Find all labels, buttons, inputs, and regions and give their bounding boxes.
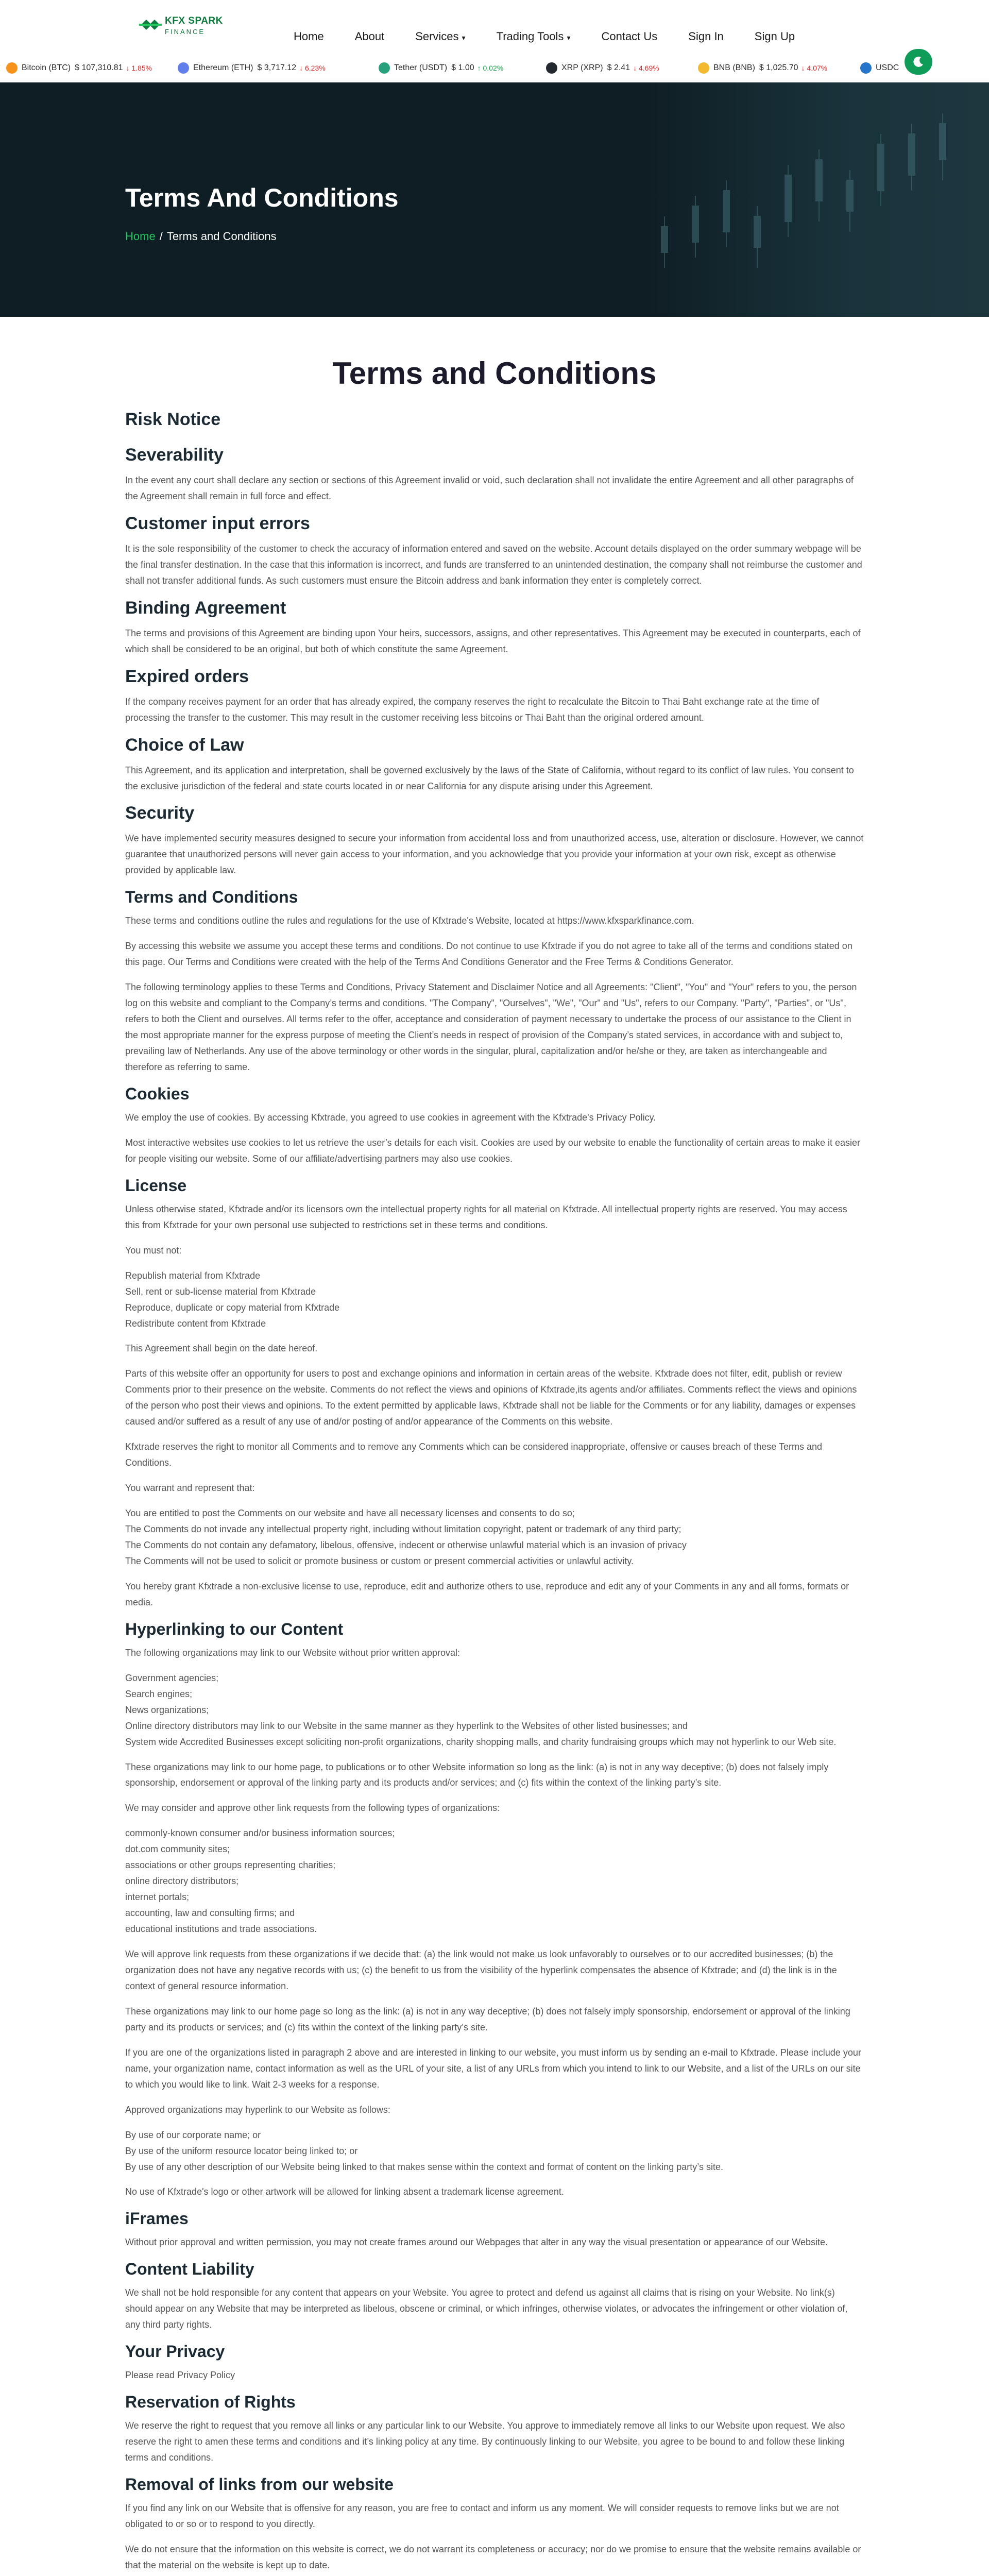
section-heading-iframes: iFrames xyxy=(125,2209,189,2228)
ticker-item-xrp[interactable]: XRP (XRP) $ 2.41 ↓ 4.69% xyxy=(546,61,659,75)
section-heading-privacy: Your Privacy xyxy=(125,2342,225,2361)
nav-sign-up[interactable]: Sign Up xyxy=(754,30,795,43)
section-text-input-errors: It is the sole responsibility of the customer to check the accuracy of information entered and saved on the website. Account details displayed on the order summary webpage will be the final transfer destination. In the case that this information is incorrect, and funds are transferred to an unintended destination, the company shall not reimburse the customer and shall not transfer additional funds. As such customers must ensure the Bitcoin address and bank information they enter is completely correct. xyxy=(125,543,862,586)
list-item: Republish material from Kfxtrade xyxy=(125,1270,261,1281)
list-item: internet portals; xyxy=(125,1892,190,1903)
risk-notice-heading: Risk Notice xyxy=(125,410,221,429)
ethereum-icon xyxy=(178,62,189,74)
section-text-license-5: You hereby grant Kfxtrade a non-exclusive license to use, reproduce, edit and authorize others to use, reproduce and edit any of your Comments in any and all forms, formats or media. xyxy=(125,1581,849,1607)
section-text-hyperlinking-6: If you are one of the organizations listed in paragraph 2 above and are interested in linking to our website, you must inform us by sending an e-mail to Kfxtrade. Please include your name, your organization name, contact information as well as the URL of your site, a list of any URLs from which you intend to link to our Website, and a list of the URLs on our site to which you would like to link. Wait 2-3 weeks for a response. xyxy=(125,2047,861,2090)
section-text-terms-1: These terms and conditions outline the rules and regulations for the use of Kfxtrade's Website, located at https://www.kfxsparkfinance.com. xyxy=(125,916,694,926)
chevron-down-icon: ▾ xyxy=(567,33,571,42)
usdc-icon xyxy=(860,62,872,74)
nav-services[interactable]: Services ▾ xyxy=(415,30,466,43)
section-text-privacy: Please read Privacy Policy xyxy=(125,2370,235,2381)
section-text-hyperlinking-1: The following organizations may link to our Website without prior written approval: xyxy=(125,1647,460,1658)
section-heading-binding: Binding Agreement xyxy=(125,598,286,618)
section-text-terms-2: By accessing this website we assume you accept these terms and conditions. Do not continue to use Kfxtrade if you do not agree to take all of the terms and conditions stated on this page. Our Terms and Conditions were created with the help of the Terms And Conditions Generator and the Free Terms & Conditions Generator. xyxy=(125,941,852,968)
section-text-license-1: Unless otherwise stated, Kfxtrade and/or its licensors own the intellectual property rights for all material on Kfxtrade. All intellectual property rights are reserved. You may access this from Kfxtrade for your own personal use subjected to restrictions set in these terms and conditions. xyxy=(125,1204,847,1230)
section-text-removal-1: If you find any link on our Website that is offensive for any reason, you are free to contact and inform us any moment. We will consider requests to remove links but we are not obligated to or so or to respond to you directly. xyxy=(125,2503,839,2530)
breadcrumb-current: Terms and Conditions xyxy=(166,230,277,243)
breadcrumb-home-link[interactable]: Home xyxy=(125,230,156,243)
xrp-icon xyxy=(546,62,557,74)
nav-sign-in[interactable]: Sign In xyxy=(688,30,724,43)
nav-contact[interactable]: Contact Us xyxy=(601,30,658,43)
nav-trading-tools[interactable]: Trading Tools ▾ xyxy=(496,30,571,43)
ticker-item-btc[interactable]: Bitcoin (BTC) $ 107,310.81 ↓ 1.85% xyxy=(6,61,152,75)
section-heading-terms: Terms and Conditions xyxy=(125,888,298,907)
section-text-severability: In the event any court shall declare any section or sections of this Agreement invalid or void, such declaration shall not invalidate the entire Agreement and all other paragraphs of the Agreement shall remain in full force and effect. xyxy=(125,475,854,501)
section-heading-expired: Expired orders xyxy=(125,666,249,686)
breadcrumb xyxy=(125,230,277,243)
ticker-item-usdc[interactable]: USDC xyxy=(860,61,903,75)
ticker-item-eth[interactable]: Ethereum (ETH) $ 3,717.12 ↓ 6.23% xyxy=(178,61,326,75)
section-heading-law: Choice of Law xyxy=(125,735,244,755)
section-text-content-liability: We shall not be hold responsible for any content that appears on your Website. You agree to protect and defend us against all claims that is rising on your Website. No link(s) should appear on any Website that may be interpreted as libelous, obscene or criminal, or which infringes, otherwise violates, or advocates the infringement or other violation of, any third party rights. xyxy=(125,2287,848,2330)
list-item: Online directory distributors may link to our Website in the same manner as they hyperlink to the Websites of other listed businesses; and xyxy=(125,1720,688,1731)
list-item: associations or other groups representing charities; xyxy=(125,1860,336,1871)
list-item: News organizations; xyxy=(125,1704,209,1715)
list-item: Search engines; xyxy=(125,1688,193,1699)
section-text-cookies-1: We employ the use of cookies. By accessing Kfxtrade, you agreed to use cookies in agreement with the Kfxtrade's Privacy Policy. xyxy=(125,1112,656,1123)
terms-content xyxy=(125,355,864,2576)
list-item: By use of any other description of our Website being linked to that makes sense within the context and format of content on the linking party’s site. xyxy=(125,2161,723,2172)
ticker-item-bnb[interactable]: BNB (BNB) $ 1,025.70 ↓ 4.07% xyxy=(698,61,827,75)
page-hero xyxy=(0,82,989,317)
bitcoin-icon xyxy=(6,62,18,74)
list-item: Government agencies; xyxy=(125,1672,219,1683)
section-text-license-4: Kfxtrade reserves the right to monitor all Comments and to remove any Comments which can be considered inappropriate, offensive or causes breach of these Terms and Conditions. xyxy=(125,1442,823,1468)
section-heading-cookies: Cookies xyxy=(125,1084,190,1103)
section-heading-reservation: Reservation of Rights xyxy=(125,2393,296,2412)
section-heading-removal: Removal of links from our website xyxy=(125,2475,394,2494)
section-heading-security: Security xyxy=(125,803,195,823)
tether-icon xyxy=(379,62,390,74)
chevron-down-icon: ▾ xyxy=(462,33,466,42)
section-text-binding: The terms and provisions of this Agreement are binding upon Your heirs, successors, assigns, and other representatives. This Agreement may be executed in counterparts, each of which shall be considered to be an original, but both of which constitute the same Agreement. xyxy=(125,628,861,654)
list-item: By use of the uniform resource locator being linked to; or xyxy=(125,2145,358,2156)
brand-logo-icon xyxy=(139,14,162,35)
moon-icon xyxy=(912,55,925,69)
section-heading-severability: Severability xyxy=(125,445,224,465)
section-text-license-2: This Agreement shall begin on the date hereof. xyxy=(125,1343,318,1354)
nav-home[interactable]: Home xyxy=(294,30,324,43)
section-text-iframes: Without prior approval and written permission, you may not create frames around our Webpages that alter in any way the visual presentation or appearance of our Website. xyxy=(125,2237,828,2248)
link-methods-list xyxy=(125,2127,864,2175)
crypto-ticker xyxy=(0,55,989,80)
list-item: The Comments will not be used to solicit or promote business or custom or present commercial activities or unlawful activity. xyxy=(125,1555,634,1566)
section-text-hyperlinking-7: Approved organizations may hyperlink to our Website as follows: xyxy=(125,2104,390,2115)
section-text-removal-2: We do not ensure that the information on this website is correct, we do not warrant its completeness or accuracy; nor do we promise to ensure that the website remains available or that the material on the website is kept up to date. xyxy=(125,2544,861,2570)
bnb-icon xyxy=(698,62,709,74)
section-text-security: We have implemented security measures designed to secure your information from accidental loss and from unauthorized access, use, alteration or disclosure. However, we cannot guarantee that unauthorized persons will never gain access to your information, and you acknowledge that you provide your information at your own risk, except as otherwise provided by applicable law. xyxy=(125,833,864,876)
approved-orgs-list xyxy=(125,1670,864,1750)
nav-about[interactable]: About xyxy=(354,30,385,43)
brand-name: KFX SPARK xyxy=(165,15,223,26)
list-item: dot.com community sites; xyxy=(125,1844,230,1855)
list-item: online directory distributors; xyxy=(125,1876,239,1887)
section-text-hyperlinking-8: No use of Kfxtrade's logo or other artwork will be allowed for linking absent a trademark license agreement. xyxy=(125,2187,564,2197)
brand-logo[interactable] xyxy=(139,11,247,40)
list-item: By use of our corporate name; or xyxy=(125,2129,261,2140)
brand-subname: FINANCE xyxy=(165,28,206,36)
section-heading-hyperlinking: Hyperlinking to our Content xyxy=(125,1619,344,1638)
section-text-hyperlinking-3: We may consider and approve other link requests from the following types of organizations: xyxy=(125,1803,500,1814)
section-text-hyperlinking-5: These organizations may link to our home page so long as the link: (a) is not in any way deceptive; (b) does not falsely imply sponsorship, endorsement or approval of the linking party and its products or services; and (c) fits within the context of the linking party’s site. xyxy=(125,2006,850,2032)
top-navbar xyxy=(0,0,989,44)
breadcrumb-separator: / xyxy=(159,230,163,243)
section-text-cookies-2: Most interactive websites use cookies to let us retrieve the user’s details for each visit. Cookies are used by our website to enable the functionality of certain areas to make it easier for people visiting our website. Some of our affiliate/advertising partners may also use cookies. xyxy=(125,1137,861,1164)
list-item: accounting, law and consulting firms; and xyxy=(125,1908,295,1919)
section-text-license-must-not: You must not: xyxy=(125,1245,182,1256)
section-text-hyperlinking-4: We will approve link requests from these organizations if we decide that: (a) the link would not make us look unfavorably to ourselves or to our accredited businesses; (b) the organization does not have any negative records with us; (c) the benefit to us from the visibility of the hyperlink compensates the absence of Kfxtrade; and (d) the link is in the context of general resource information. xyxy=(125,1949,837,1991)
list-item: commonly-known consumer and/or business information sources; xyxy=(125,1828,395,1839)
ticker-item-usdt[interactable]: Tether (USDT) $ 1.00 ↑ 0.02% xyxy=(379,61,503,75)
hero-title: Terms And Conditions xyxy=(125,183,399,212)
section-heading-content-liability: Content Liability xyxy=(125,2260,254,2279)
section-text-license-warrant: You warrant and represent that: xyxy=(125,1483,255,1494)
list-item: Redistribute content from Kfxtrade xyxy=(125,1318,266,1329)
other-orgs-list xyxy=(125,1825,864,1937)
candlestick-background-icon xyxy=(644,103,974,299)
section-heading-input-errors: Customer input errors xyxy=(125,513,310,533)
list-item: System wide Accredited Businesses except soliciting non-profit organizations, charity shopping malls, and charity fundraising groups which may not hyperlink to our Web site. xyxy=(125,1736,837,1747)
section-text-hyperlinking-2: These organizations may link to our home page, to publications or to other Website information so long as the link: (a) is not in any way deceptive; (b) does not falsely imply sponsorship, endorsement or approval of the linking party and its products and/or services; and (c) fits within the context of the linking party’s site. xyxy=(125,1761,829,1788)
list-item: Sell, rent or sub-license material from Kfxtrade xyxy=(125,1286,316,1297)
list-item: Reproduce, duplicate or copy material from Kfxtrade xyxy=(125,1302,340,1313)
warranty-list xyxy=(125,1505,864,1569)
section-text-expired: If the company receives payment for an order that has already expired, the company reserves the right to recalculate the Bitcoin to Thai Baht exchange rate at the time of processing the transfer to the customer. This may result in the customer receiving less bitcoins or Thai Baht than the original ordered amount. xyxy=(125,696,820,723)
list-item: You are entitled to post the Comments on our website and have all necessary licenses and consents to do so; xyxy=(125,1508,575,1519)
section-heading-license: License xyxy=(125,1176,187,1195)
dark-mode-toggle[interactable] xyxy=(905,49,932,75)
main-menu xyxy=(294,30,826,42)
list-item: The Comments do not invade any intellectual property right, including without limitation copyright, patent or trademark of any third party; xyxy=(125,1524,681,1535)
list-item: The Comments do not contain any defamatory, libelous, offensive, indecent or otherwise unlawful material which is an invasion of privacy xyxy=(125,1539,687,1550)
section-text-reservation: We reserve the right to request that you remove all links or any particular link to our Website. You approve to immediately remove all links to our Website upon request. We also reserve the right to amen these terms and conditions and it’s linking policy at any time. By continuously linking to our Website, you agree to be bound to and follow these linking terms and conditions. xyxy=(125,2420,845,2463)
section-text-license-3: Parts of this website offer an opportunity for users to post and exchange opinions and information in certain areas of the website. Kfxtrade does not filter, edit, publish or review Comments prior to their presence on the website. Comments do not reflect the views and opinions of Kfxtrade,its agents and/or affiliates. Comments reflect the views and opinions of the person who post their views and opinions. To the extent permitted by applicable laws, Kfxtrade shall not be liable for the Comments or for any liability, damages or expenses caused and/or suffered as a result of any use of and/or posting of and/or appearance of the Comments on this website. xyxy=(125,1368,857,1427)
section-text-terms-3: The following terminology applies to these Terms and Conditions, Privacy Statement and Disclaimer Notice and all Agreements: "Client", "You" and "Your" refers to you, the person log on this website and compliant to the Company’s terms and conditions. "The Company", "Ourselves", "We", "Our" and "Us", refers to our Company. "Party", "Parties", or "Us", refers to both the Client and ourselves. All terms refer to the offer, acceptance and consideration of payment necessary to undertake the process of our assistance to the Client in the most appropriate manner for the express purpose of meeting the Client’s needs in respect of provision of the Company’s stated services, in accordance with and subject to, prevailing law of Netherlands. Any use of the above terminology or other words in the singular, plural, capitalization and/or he/she or they, are taken as interchangeable and therefore as referring to same. xyxy=(125,982,857,1072)
section-text-law: This Agreement, and its application and interpretation, shall be governed exclusively by the laws of the State of California, without regard to its conflict of law rules. You consent to the exclusive jurisdiction of the federal and state courts located in or near California for any dispute arising under this Agreement. xyxy=(125,765,854,791)
page-title: Terms and Conditions xyxy=(332,356,657,391)
license-restrictions-list xyxy=(125,1268,864,1332)
list-item: educational institutions and trade associations. xyxy=(125,1924,317,1935)
